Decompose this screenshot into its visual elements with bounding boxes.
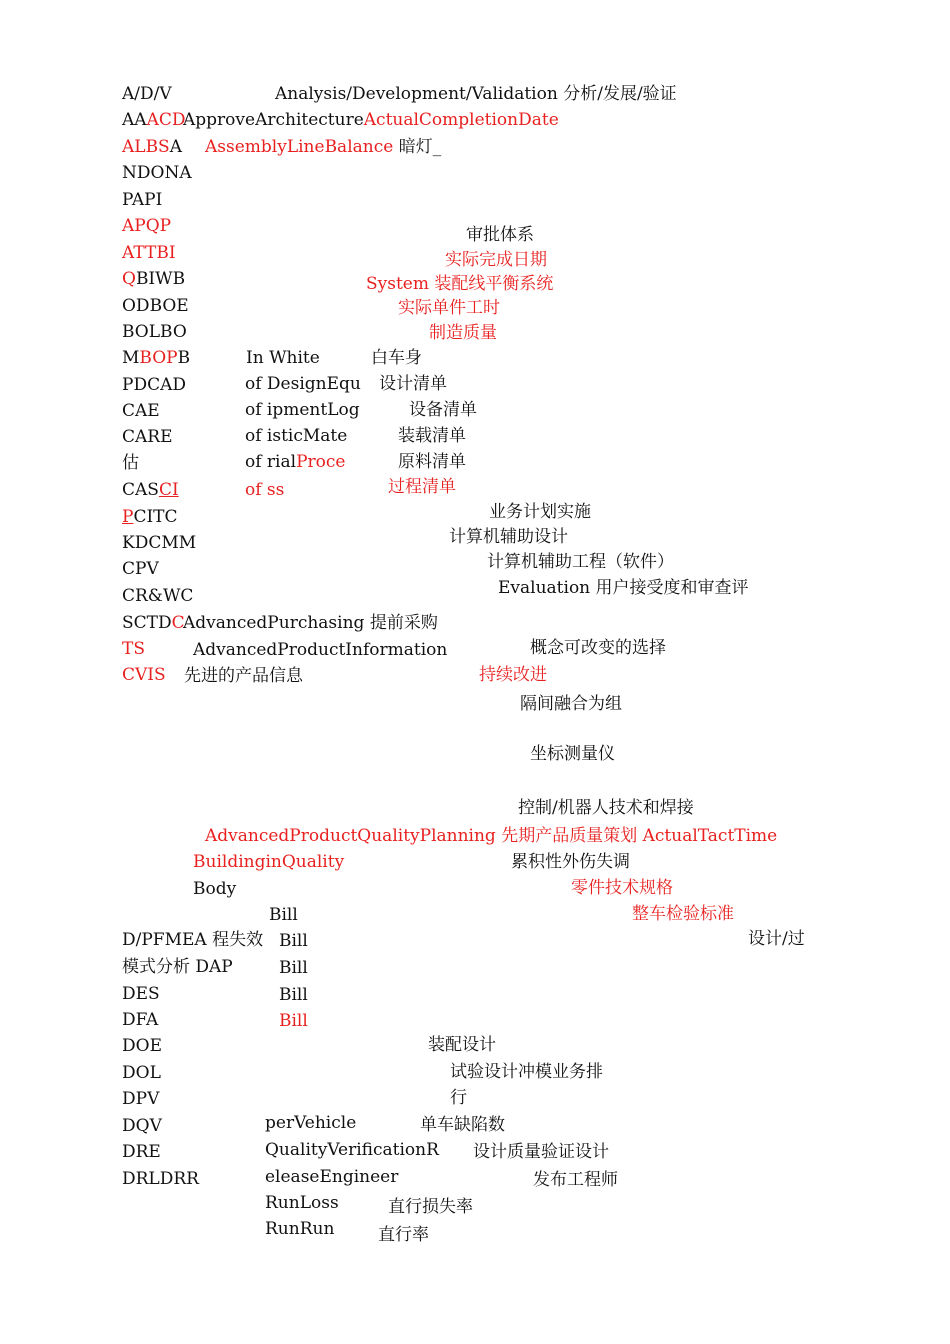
bill-3: Bill [279, 958, 308, 978]
abbr-attbi: ATTBI [122, 243, 176, 263]
doe-definition-cont: 行 [450, 1088, 467, 1108]
quality-verification: QualityVerificationR [265, 1140, 439, 1160]
abbr-kdcmm: KDCMM [122, 533, 197, 553]
abbr-sctdc: SCTDC [122, 613, 185, 633]
design-process: 设计/过 [748, 929, 805, 949]
bom-cn-process: 过程清单 [388, 477, 456, 497]
bom-prefix-equipment: of ipmentLog [245, 400, 360, 420]
abbr-doe: DOE [122, 1036, 162, 1056]
advanced-product-information-cn: 先进的产品信息 [184, 666, 303, 686]
advanced-purchasing: AdvancedPurchasing 提前采购 [183, 613, 438, 633]
abbr-pdcad: PDCAD [122, 375, 186, 395]
abbr-casci: CASCI [122, 480, 179, 500]
abbr-care: CARE [122, 427, 173, 447]
abbr-dpfmea: D/PFMEA 程失效 [122, 930, 264, 950]
abbr-cvis: CVIS [122, 665, 166, 685]
abbr-dqv: DQV [122, 1116, 162, 1136]
bill-4: Bill [279, 985, 308, 1005]
cmm-definition: 坐标测量仪 [530, 744, 615, 764]
abbr-odboe: ODBOE [122, 296, 189, 316]
abbr-dfa: DFA [122, 1010, 159, 1030]
abbr-ndona: NDONA [122, 163, 192, 183]
cad-definition: 计算机辅助设计 [449, 527, 568, 547]
run-run: RunRun [265, 1219, 335, 1239]
release-engineer-cn: 发布工程师 [533, 1170, 618, 1190]
bom-prefix-design: of DesignEqu [245, 374, 361, 394]
abbr-qbiwb: QBIWB [122, 269, 186, 289]
abbr-dpv: DPV [122, 1089, 160, 1109]
run-loss-cn: 直行损失率 [388, 1197, 473, 1217]
abbr-adv: A/D/V [122, 84, 172, 104]
bom-cn-equipment: 设备清单 [409, 400, 477, 420]
bom-prefix-logistic: of isticMate [245, 426, 348, 446]
abbr-dre: DRE [122, 1142, 161, 1162]
abbr-bolbo: BOLBO [122, 322, 187, 342]
dqv-definition: 设计质量验证设计 [473, 1142, 609, 1162]
bom-prefix-material: of rialProce [245, 452, 346, 472]
line-balance-system: System 装配线平衡系统 [366, 274, 554, 294]
bill-5: Bill [279, 1011, 308, 1031]
abbr-estimate: 估 [122, 453, 139, 473]
bom-cn-logistic: 装载清单 [398, 426, 466, 446]
abbr-dol: DOL [122, 1063, 161, 1083]
abbr-mbopb: MBOPB [122, 348, 191, 368]
adv-definition: Analysis/Development/Validation 分析/发展/验证 [275, 84, 677, 104]
abbr-crwc: CR&WC [122, 586, 194, 606]
abbr-ts: TS [122, 639, 145, 659]
per-vehicle: perVehicle [265, 1113, 357, 1133]
concept-change: 概念可改变的选择 [530, 638, 666, 658]
bom-cn-design: 设计清单 [379, 374, 447, 394]
abbr-cae: CAE [122, 401, 160, 421]
bom-prefix-body: In White [246, 348, 320, 368]
actual-completion-cn: 实际完成日期 [445, 250, 547, 270]
release-engineer: eleaseEngineer [265, 1167, 399, 1187]
doe-definition: 试验设计冲模业务排 [450, 1062, 603, 1082]
bill-2: Bill [279, 931, 308, 951]
business-plan: 业务计划实施 [489, 502, 591, 522]
assembly-design: 装配设计 [428, 1035, 496, 1055]
abbr-drldrr: DRLDRR [122, 1169, 199, 1189]
cumulative-damage: 累积性外伤失调 [511, 852, 630, 872]
abbr-apqp: APQP [122, 216, 172, 236]
abbr-cpv: CPV [122, 559, 159, 579]
abbr-des: DES [122, 984, 160, 1004]
cell-fusion: 隔间融合为组 [520, 694, 622, 714]
approve-architecture-line: ApproveArchitectureActualCompletionDate [183, 110, 559, 130]
advanced-product-information: AdvancedProductInformation [193, 640, 448, 660]
continuous-improvement: 持续改进 [479, 665, 547, 685]
build-quality: 制造质量 [429, 323, 497, 343]
vehicle-inspection: 整车检验标准 [632, 904, 734, 924]
abbr-pcitc: PCITC [122, 507, 178, 527]
abbr-albsa: ALBSA [122, 137, 182, 157]
actual-unit-time: 实际单件工时 [398, 298, 500, 318]
bom-prefix-process: of ss [245, 480, 285, 500]
robot-welding: 控制/机器人技术和焊接 [518, 798, 694, 818]
bill-1: Bill [269, 905, 298, 925]
body-label: Body [193, 879, 237, 899]
run-run-cn: 直行率 [378, 1225, 429, 1245]
assembly-line-balance-line: AssemblyLineBalance 暗灯_ [205, 137, 442, 157]
evaluation-line: Evaluation 用户接受度和审查评 [498, 578, 749, 598]
apqp-definition: AdvancedProductQualityPlanning 先期产品质量策划 ActualTactTime [205, 826, 778, 846]
abbr-dap: 模式分析 DAP [122, 957, 233, 977]
building-in-quality: BuildinginQuality [193, 852, 345, 872]
part-spec: 零件技术规格 [571, 878, 673, 898]
run-loss: RunLoss [265, 1193, 339, 1213]
abbr-aaacd: AAACD [122, 110, 186, 130]
cae-definition: 计算机辅助工程（软件） [487, 552, 674, 572]
abbr-papi: PAPI [122, 190, 163, 210]
bom-cn-body: 白车身 [371, 348, 422, 368]
defects-per-vehicle: 单车缺陷数 [420, 1115, 505, 1135]
approval-system: 审批体系 [466, 225, 534, 245]
bom-cn-material: 原料清单 [398, 452, 466, 472]
